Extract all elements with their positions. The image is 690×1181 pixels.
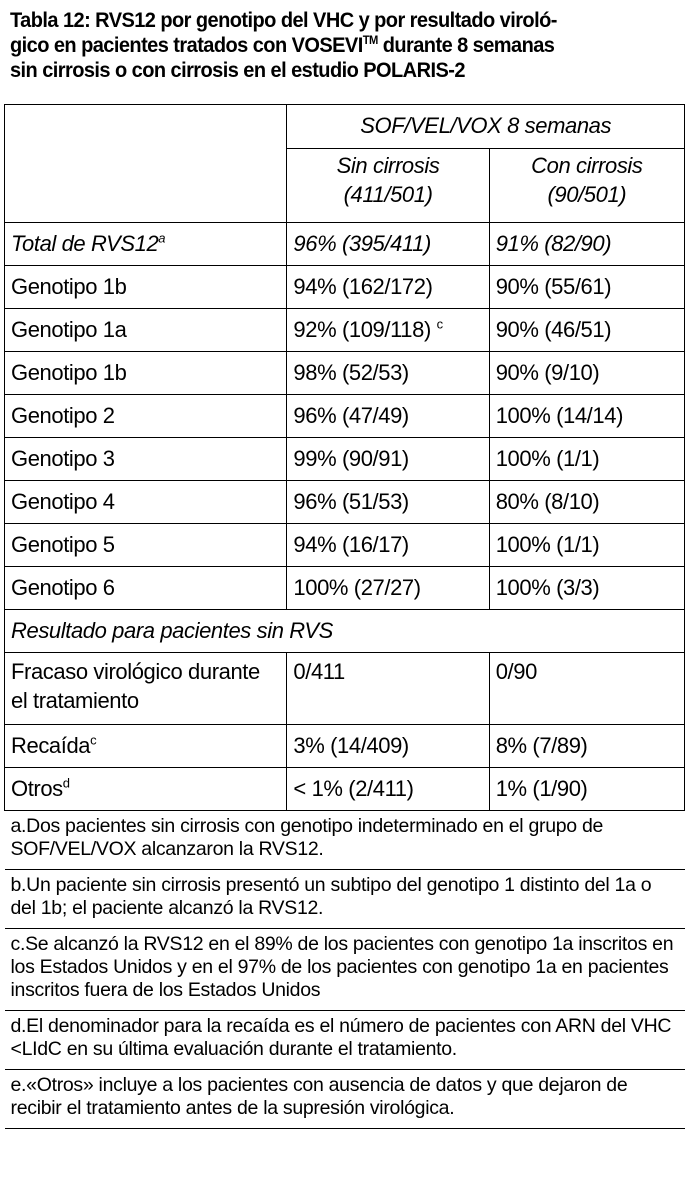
trademark-sup: TM — [362, 32, 378, 47]
failure-label-line2: el tratamiento — [11, 688, 139, 713]
table-row — [5, 524, 685, 567]
header-col1-line1: Sin cirrosis — [336, 153, 440, 178]
footnote-row — [5, 870, 685, 929]
total-col1: 96% (395/411) — [287, 223, 489, 266]
genotype-label: Genotipo 4 — [5, 481, 287, 524]
failure-row — [5, 653, 685, 725]
title-line-3: sin cirrosis o con cirrosis en el estudio POLARIS-2 — [10, 58, 465, 82]
genotype-label: Genotipo 1b — [5, 266, 287, 309]
others-row — [5, 768, 685, 811]
genotype-col2: 100% (3/3) — [489, 567, 684, 610]
footnote-row — [5, 929, 685, 1011]
table-row — [5, 481, 685, 524]
relapse-row — [5, 725, 685, 768]
footnote-c: c.Se alcanzó la RVS12 en el 89% de los pacientes con genotipo 1a inscritos en los Estados Unidos y en el 97% de los pacientes con genotipo 1a en pacientes inscritos fuera de los Estados Unidos — [5, 929, 685, 1011]
genotype-col1: 94% (162/172) — [287, 266, 489, 309]
relapse-label-sup: c — [90, 732, 97, 748]
title-line-2 — [10, 33, 680, 58]
total-label-text: Total de RVS12 — [11, 231, 159, 256]
table-row — [5, 266, 685, 309]
others-col1: < 1% (2/411) — [287, 768, 489, 811]
genotype-label: Genotipo 6 — [5, 567, 287, 610]
genotype-col1: 96% (47/49) — [287, 395, 489, 438]
genotype-col1: 94% (16/17) — [287, 524, 489, 567]
genotype-col1: 100% (27/27) — [287, 567, 489, 610]
footnote-a: a.Dos pacientes sin cirrosis con genotipo indeterminado en el grupo de SOF/VEL/VOX alcanzaron la RVS12. — [5, 811, 685, 870]
table-row — [5, 395, 685, 438]
relapse-col2: 8% (7/89) — [489, 725, 684, 768]
footnote-e: e.«Otros» incluye a los pacientes con ausencia de datos y que dejaron de recibir el tratamiento antes de la supresión virológica. — [5, 1070, 685, 1129]
genotype-label: Genotipo 2 — [5, 395, 287, 438]
genotype-label: Genotipo 1b — [5, 352, 287, 395]
title-line-1: Tabla 12: RVS12 por genotipo del VHC y por resultado viroló- — [10, 8, 557, 32]
footnote-b: b.Un paciente sin cirrosis presentó un subtipo del genotipo 1 distinto del 1a o del 1b; el paciente alcanzó la RVS12. — [5, 870, 685, 929]
section-heading: Resultado para pacientes sin RVS — [5, 610, 685, 653]
header-col2-line2: (90/501) — [547, 182, 627, 207]
total-label-sup: a — [158, 230, 166, 246]
section-row — [5, 610, 685, 653]
others-label-text: Otros — [11, 776, 63, 801]
header-row-group — [5, 105, 685, 149]
footnote-row — [5, 811, 685, 870]
footnote-row — [5, 1070, 685, 1129]
relapse-col1: 3% (14/409) — [287, 725, 489, 768]
genotype-col2: 100% (14/14) — [489, 395, 684, 438]
failure-label-line1: Fracaso virológico durante — [11, 659, 260, 684]
genotype-col2: 90% (55/61) — [489, 266, 684, 309]
title-line-2-end: durante 8 semanas — [377, 33, 555, 57]
genotype-col1-text: 92% (109/118) — [293, 317, 431, 342]
genotype-col2: 80% (8/10) — [489, 481, 684, 524]
footnote-d: d.El denominador para la recaída es el número de pacientes con ARN del VHC <LIdC en su última evaluación durante el tratamiento. — [5, 1011, 685, 1070]
table-title — [10, 8, 680, 83]
others-col2: 1% (1/90) — [489, 768, 684, 811]
footnote-row — [5, 1011, 685, 1070]
total-label — [5, 223, 287, 266]
table-row — [5, 309, 685, 352]
genotype-label: Genotipo 3 — [5, 438, 287, 481]
failure-label — [5, 653, 287, 725]
failure-col1: 0/411 — [287, 653, 489, 725]
total-row — [5, 223, 685, 266]
genotype-col2: 90% (9/10) — [489, 352, 684, 395]
genotype-col1: 98% (52/53) — [287, 352, 489, 395]
relapse-label-text: Recaída — [11, 733, 91, 758]
title-line-2-text: gico en pacientes tratados con VOSEVI — [10, 33, 363, 57]
genotype-col1 — [287, 309, 489, 352]
total-col2: 91% (82/90) — [489, 223, 684, 266]
table-row — [5, 352, 685, 395]
header-col1 — [287, 149, 489, 223]
relapse-label — [5, 725, 287, 768]
others-label — [5, 768, 287, 811]
genotype-col1-sup: c — [436, 316, 443, 332]
genotype-col2: 100% (1/1) — [489, 438, 684, 481]
header-empty-cell — [5, 105, 287, 223]
results-table — [4, 104, 685, 1129]
failure-col2: 0/90 — [489, 653, 684, 725]
genotype-col2: 90% (46/51) — [489, 309, 684, 352]
header-group-cell: SOF/VEL/VOX 8 semanas — [287, 105, 685, 149]
others-label-sup: d — [62, 775, 70, 791]
genotype-col2: 100% (1/1) — [489, 524, 684, 567]
table-row — [5, 567, 685, 610]
genotype-col1: 96% (51/53) — [287, 481, 489, 524]
genotype-label: Genotipo 5 — [5, 524, 287, 567]
header-col2 — [489, 149, 684, 223]
genotype-label: Genotipo 1a — [5, 309, 287, 352]
genotype-col1: 99% (90/91) — [287, 438, 489, 481]
header-col2-line1: Con cirrosis — [531, 153, 643, 178]
header-col1-line2: (411/501) — [343, 182, 433, 207]
table-row — [5, 438, 685, 481]
